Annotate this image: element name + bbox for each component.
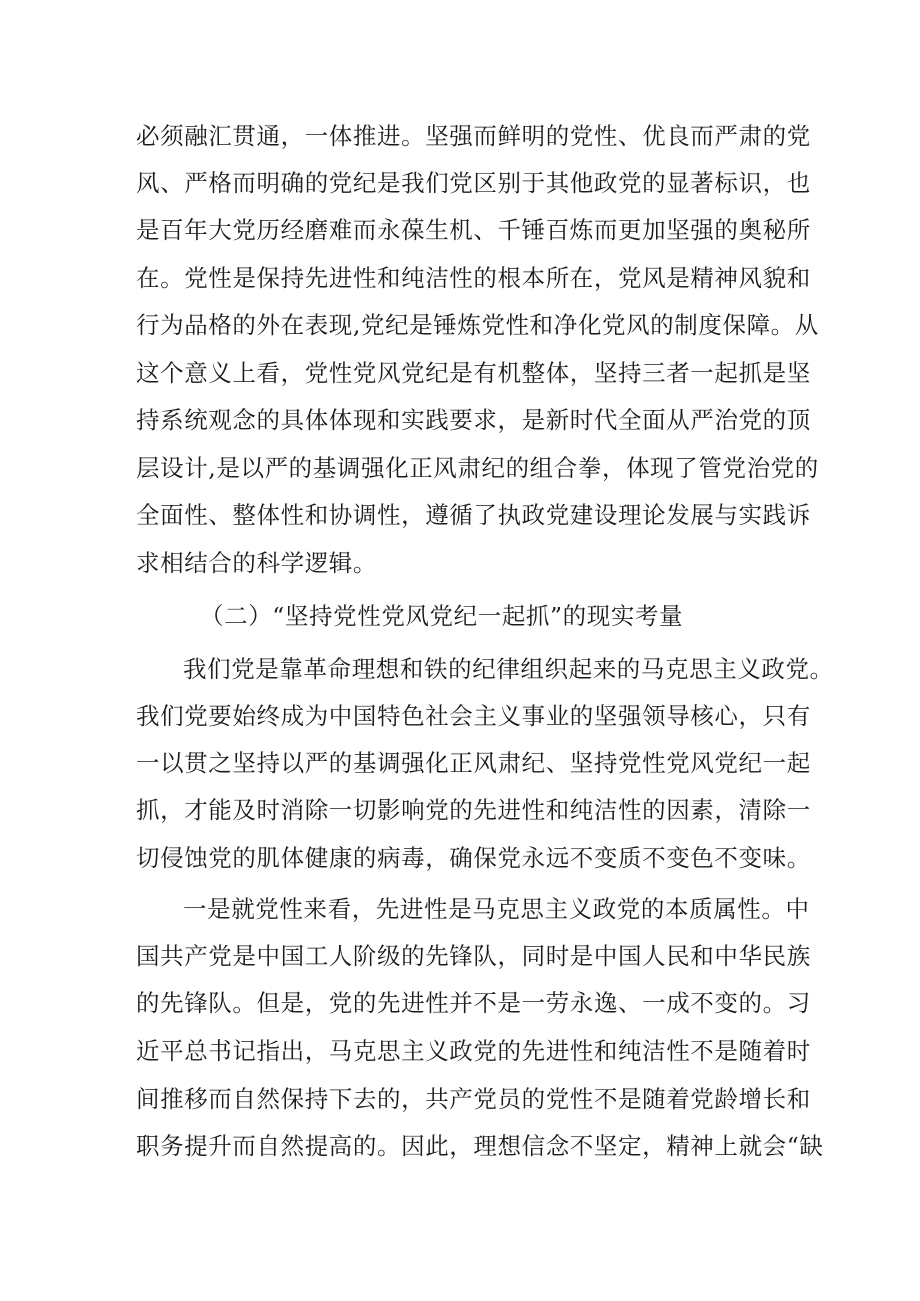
paragraph-2-line-2: 我们党要始终成为中国特色社会主义事业的坚强领导核心，只有: [136, 702, 811, 730]
paragraph-1-line-2: 风、严格而明确的党纪是我们党区别于其他政党的显著标识，也: [136, 169, 811, 197]
paragraph-3-line-4: 近平总书记指出，马克思主义政党的先进性和纯洁性不是随着时: [136, 1037, 811, 1065]
paragraph-1-line-7: 持系统观念的具体体现和实践要求，是新时代全面从严治党的顶: [136, 406, 811, 434]
paragraph-2-line-1: 我们党是靠革命理想和铁的纪律组织起来的马克思主义政党。: [183, 655, 834, 683]
paragraph-1-line-3: 是百年大党历经磨难而永葆生机、千锤百炼而更加坚强的奥秘所: [136, 216, 811, 244]
section-heading: （二）“坚持党性党风党纪一起抓”的现实考量: [200, 602, 684, 630]
paragraph-3-line-3: 的先锋队。但是，党的先进性并不是一劳永逸、一成不变的。习: [136, 989, 811, 1017]
paragraph-1-line-9: 全面性、整体性和协调性，遵循了执政党建设理论发展与实践诉: [136, 501, 811, 529]
paragraph-1-line-4: 在。党性是保持先进性和纯洁性的根本所在，党风是精神风貌和: [136, 264, 811, 292]
paragraph-3-line-2: 国共产党是中国工人阶级的先锋队，同时是中国人民和中华民族: [136, 942, 811, 970]
paragraph-3-line-1: 一是就党性来看，先进性是马克思主义政党的本质属性。中: [183, 895, 810, 923]
paragraph-3-line-5: 间推移而自然保持下去的，共产党员的党性不是随着党龄增长和: [136, 1085, 811, 1113]
paragraph-2-line-3: 一以贯之坚持以严的基调强化正风肃纪、坚持党性党风党纪一起: [136, 749, 811, 777]
paragraph-1-line-1: 必须融汇贯通，一体推进。坚强而鲜明的党性、优良而严肃的党: [136, 122, 811, 150]
paragraph-1-line-10: 求相结合的科学逻辑。: [136, 549, 377, 577]
paragraph-1-line-8: 层设计,是以严的基调强化正风肃纪的组合拳，体现了管党治党的: [136, 454, 819, 482]
paragraph-1-line-6: 这个意义上看，党性党风党纪是有机整体，坚持三者一起抓是坚: [136, 359, 811, 387]
paragraph-2-line-4: 抓，才能及时消除一切影响党的先进性和纯洁性的因素，清除一: [136, 796, 811, 824]
paragraph-3-line-6: 职务提升而自然提高的。因此，理想信念不坚定，精神上就会“缺: [136, 1132, 824, 1160]
paragraph-2-line-5: 切侵蚀党的肌体健康的病毒，确保党永远不变质不变色不变味。: [136, 844, 811, 872]
paragraph-1-line-5: 行为品格的外在表现,党纪是锤炼党性和净化党风的制度保障。从: [136, 311, 819, 339]
